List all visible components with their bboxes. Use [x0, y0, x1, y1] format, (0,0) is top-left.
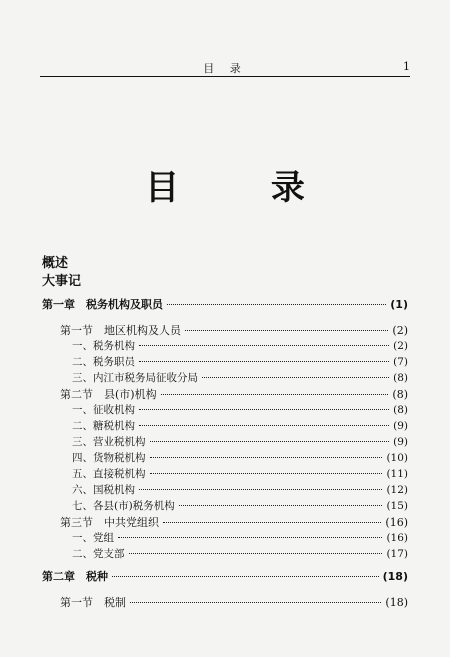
toc-leader-dots [112, 576, 379, 577]
toc-entry-page: (12) [386, 484, 408, 496]
toc-entry-label: 七、各县(市)税务机构 [72, 500, 175, 512]
toc-entry-item[interactable] [72, 450, 408, 465]
header-rule [40, 76, 410, 77]
toc-leader-dots [167, 304, 386, 305]
preface-overview[interactable]: 概述 [42, 256, 69, 271]
toc-leader-dots [179, 505, 383, 506]
toc-entry-label: 第一节 税制 [60, 596, 126, 609]
toc-leader-dots [202, 377, 389, 378]
toc-entry-page: (18) [385, 596, 408, 609]
toc-leader-dots [139, 489, 382, 490]
toc-entry-item[interactable] [72, 482, 408, 497]
toc-leader-dots [130, 602, 381, 603]
toc-entry-item[interactable] [72, 418, 408, 433]
toc-entry-label: 第一节 地区机构及人员 [60, 324, 181, 337]
toc-entry-page: (9) [393, 420, 408, 432]
toc-entry-page: (16) [385, 516, 408, 529]
toc-leader-dots [185, 330, 388, 331]
toc-entry-page: (16) [386, 532, 408, 544]
running-head-title: 目 录 [203, 62, 247, 75]
toc-entry-label: 第二章 税种 [42, 570, 108, 583]
running-head [40, 60, 410, 76]
toc-entry-item[interactable] [72, 530, 408, 545]
toc-entry-page: (7) [393, 356, 408, 368]
toc-entry-label: 五、直接税机构 [72, 468, 146, 480]
toc-leader-dots [150, 473, 383, 474]
toc-entry-page: (10) [386, 452, 408, 464]
toc-entry-item[interactable] [72, 434, 408, 449]
toc-entry-section[interactable] [60, 514, 408, 530]
toc-entry-section[interactable] [60, 386, 408, 402]
toc-leader-dots [139, 361, 389, 362]
toc-entry-page: (1) [390, 298, 408, 311]
toc-entry-item[interactable] [72, 498, 408, 513]
toc-entry-page: (17) [386, 548, 408, 560]
toc-entry-page: (9) [393, 436, 408, 448]
toc-entry-page: (18) [382, 570, 408, 583]
toc-leader-dots [139, 425, 389, 426]
toc-entry-item[interactable] [72, 402, 408, 417]
toc-entry-chapter[interactable] [42, 568, 408, 584]
toc-entry-item[interactable] [72, 370, 408, 385]
toc-leader-dots [163, 522, 381, 523]
toc-leader-dots [129, 553, 383, 554]
toc-entry-item[interactable] [72, 338, 408, 353]
toc-entry-page: (8) [393, 372, 408, 384]
toc-leader-dots [139, 409, 389, 410]
toc-entry-page: (2) [393, 340, 408, 352]
toc-entry-label: 一、党组 [72, 532, 114, 544]
toc-entry-label: 三、内江市税务局征收分局 [72, 372, 198, 384]
toc-entry-section[interactable] [60, 322, 408, 338]
toc-entry-section[interactable] [60, 594, 408, 610]
toc-entry-label: 第二节 县(市)机构 [60, 388, 157, 401]
preface-chronicle[interactable]: 大事记 [42, 274, 82, 289]
toc-entry-label: 一、征收机构 [72, 404, 135, 416]
toc-leader-dots [161, 394, 389, 395]
toc-entry-chapter[interactable] [42, 296, 408, 312]
toc-leader-dots [150, 441, 390, 442]
toc-entry-item[interactable] [72, 466, 408, 481]
toc-leader-dots [118, 537, 382, 538]
toc-entry-page: (2) [392, 324, 408, 337]
toc-entry-label: 第一章 税务机构及职员 [42, 298, 163, 311]
toc-entry-item[interactable] [72, 546, 408, 561]
running-head-page-number: 1 [403, 60, 410, 73]
toc-entry-label: 二、糖税机构 [72, 420, 135, 432]
toc-leader-dots [139, 345, 389, 346]
toc-entry-label: 第三节 中共党组织 [60, 516, 159, 529]
toc-entry-label: 二、税务职员 [72, 356, 135, 368]
toc-entry-label: 三、营业税机构 [72, 436, 146, 448]
toc-entry-page: (11) [386, 468, 408, 480]
toc-entry-label: 一、税务机构 [72, 340, 135, 352]
toc-entry-page: (8) [393, 404, 408, 416]
toc-entry-page: (15) [386, 500, 408, 512]
toc-leader-dots [150, 457, 383, 458]
toc-entry-label: 四、货物税机构 [72, 452, 146, 464]
toc-entry-item[interactable] [72, 354, 408, 369]
toc-entry-page: (8) [392, 388, 408, 401]
page-title: 目 录 [145, 168, 345, 208]
toc-entry-label: 二、党支部 [72, 548, 125, 560]
toc-entry-label: 六、国税机构 [72, 484, 135, 496]
